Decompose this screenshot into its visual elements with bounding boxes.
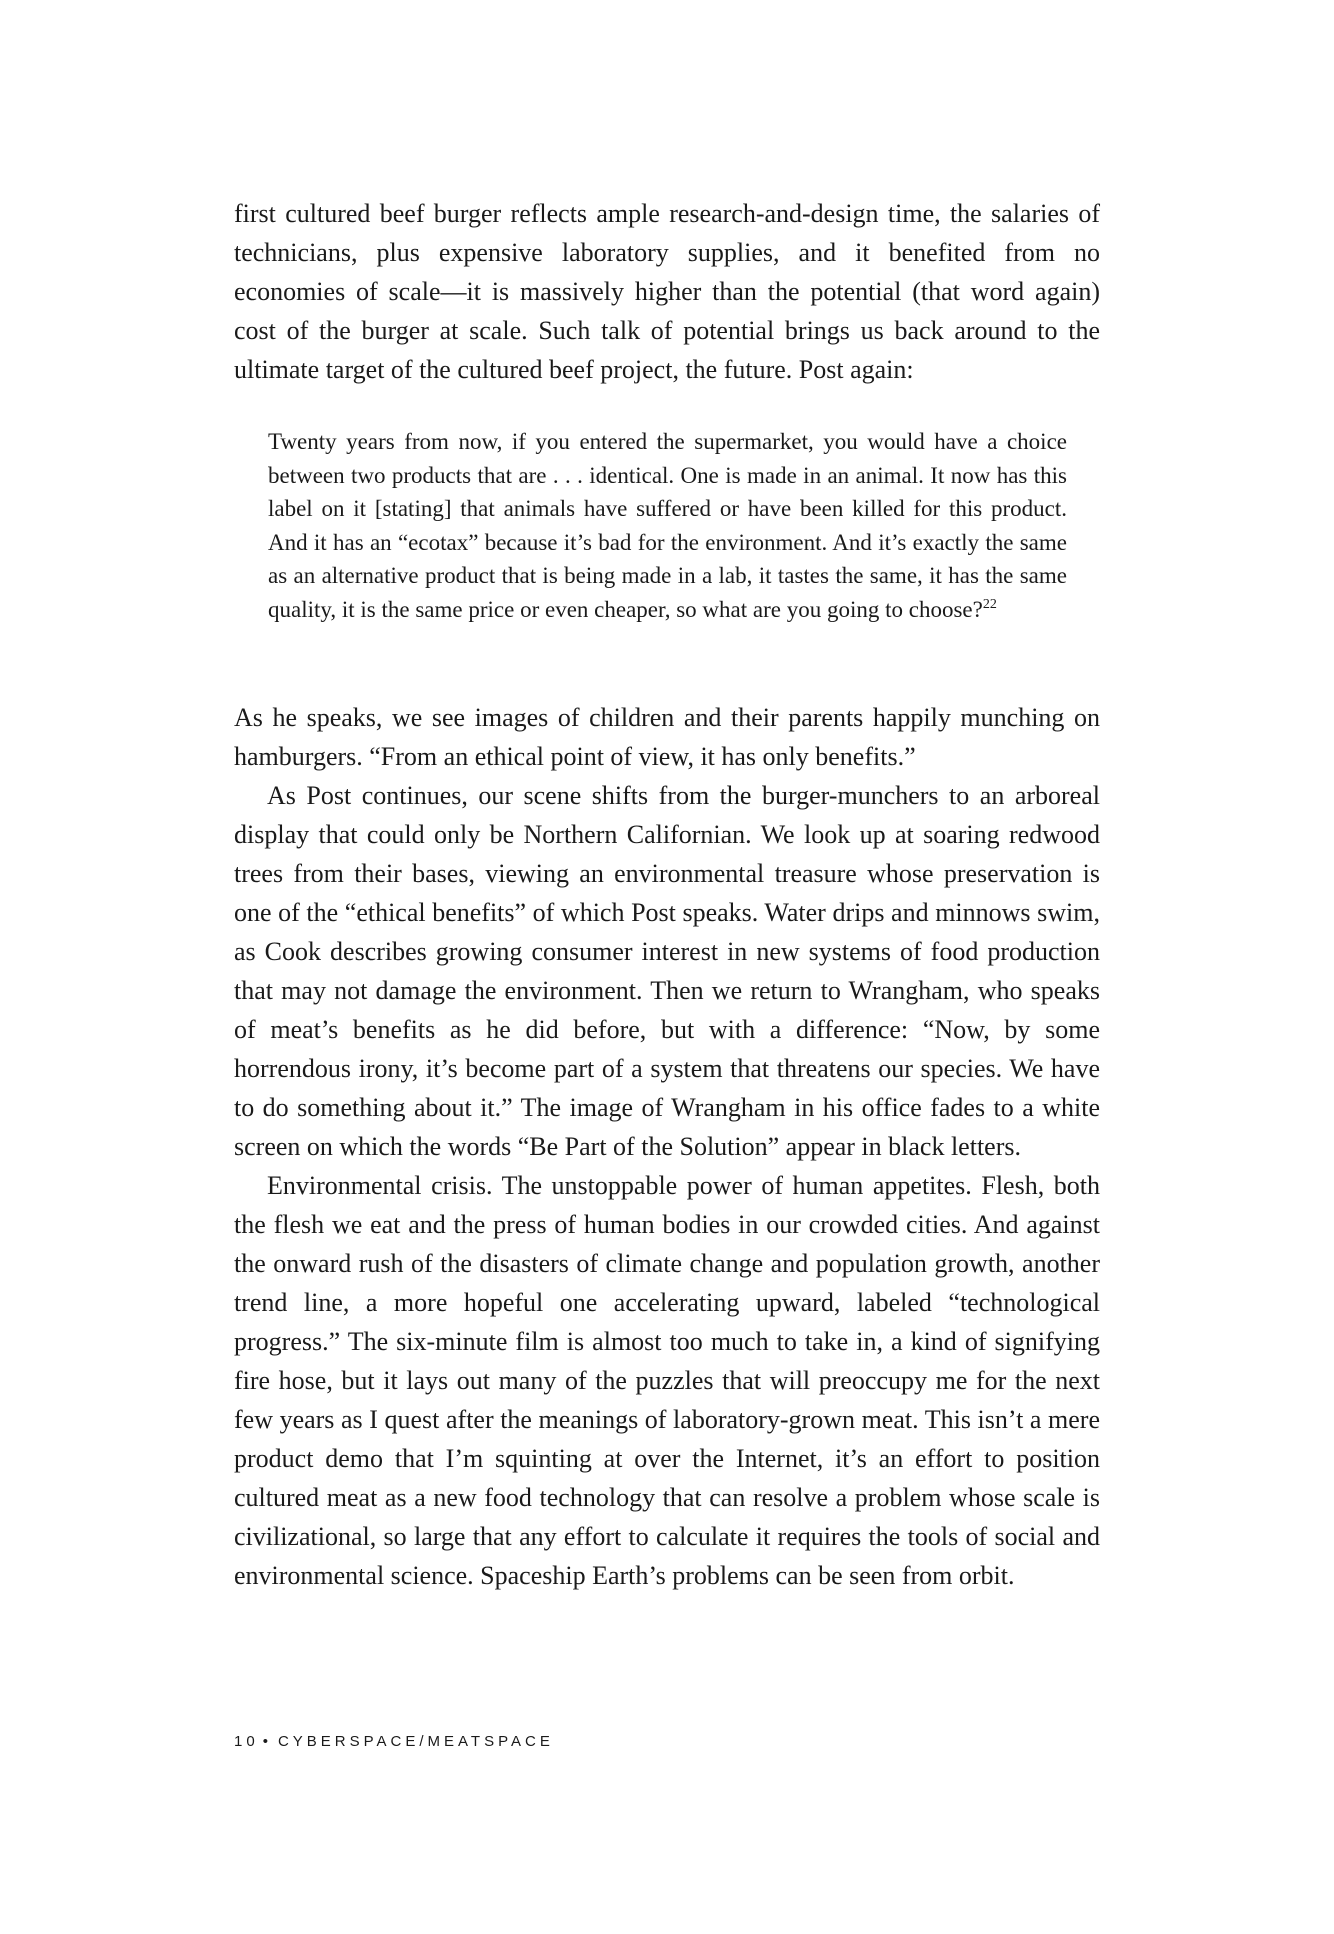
page-number: 10: [234, 1733, 259, 1750]
footer-separator: •: [262, 1733, 272, 1750]
body-paragraph-2: As Post continues, our scene shifts from the burger-munchers to an arboreal display that could only be Northern Californian. We look up at soaring redwood trees from their bases, viewing an environmental treasure whose preservation is one of the “ethical benefits” of which Post speaks. Water drips and minnows swim, as Cook describes growing consumer interest in new systems of food production that may not damage the environment. Then we return to Wrangham, who speaks of meat’s benefits as he did before, but with a difference: “Now, by some horrendous irony, it’s become part of a system that threatens our species. We have to do something about it.” The image of Wrangham in his office fades to a white screen on which the words “Be Part of the Solution” appear in black letters.: [234, 781, 1100, 1161]
body-paragraph-1: As he speaks, we see images of children and their parents happily munching on hamburgers. “From an ethical point of view, it has only benefits.”: [234, 703, 1100, 771]
running-head: CYBERSPACE/MEATSPACE: [277, 1733, 554, 1750]
opening-paragraph: first cultured beef burger reflects ample research-and-design time, the salaries of technicians, plus expensive laboratory supplies, and it benefited from no economies of scale—it is massively higher than the potential (that word again) cost of the burger at scale. Such talk of potential brings us back around to the ultimate target of the cultured beef project, the future. Post again:: [234, 199, 1100, 384]
page-footer: [234, 1733, 554, 1750]
block-quote: [268, 425, 1067, 627]
opening-paragraph-block: [234, 194, 1100, 389]
footnote-reference[interactable]: 22: [982, 596, 997, 612]
body-paragraph-3: Environmental crisis. The unstoppable power of human appetites. Flesh, both the flesh we eat and the press of human bodies in our crowded cities. And against the onward rush of the disasters of climate change and population growth, another trend line, a more hopeful one accelerating upward, labeled “technological progress.” The six-minute film is almost too much to take in, a kind of signifying fire hose, but it lays out many of the puzzles that will preoccupy me for the next few years as I quest after the meanings of laboratory-grown meat. This isn’t a mere product demo that I’m squinting at over the Internet, it’s an effort to position cultured meat as a new food technology that can resolve a problem whose scale is civilizational, so large that any effort to calculate it requires the tools of social and environmental science. Spaceship Earth’s problems can be seen from orbit.: [234, 1171, 1100, 1590]
block-quote-text: Twenty years from now, if you entered the supermarket, you would have a choice between two products that are . . . identical. One is made in an animal. It now has this label on it [stating] that animals have suffered or have been killed for this product. And it has an “ecotax” because it’s bad for the environment. And it’s exactly the same as an alternative product that is being made in a lab, it tastes the same, it has the same quality, it is the same price or even cheaper, so what are you going to choose?: [268, 429, 1067, 622]
body-text: [234, 698, 1100, 1595]
